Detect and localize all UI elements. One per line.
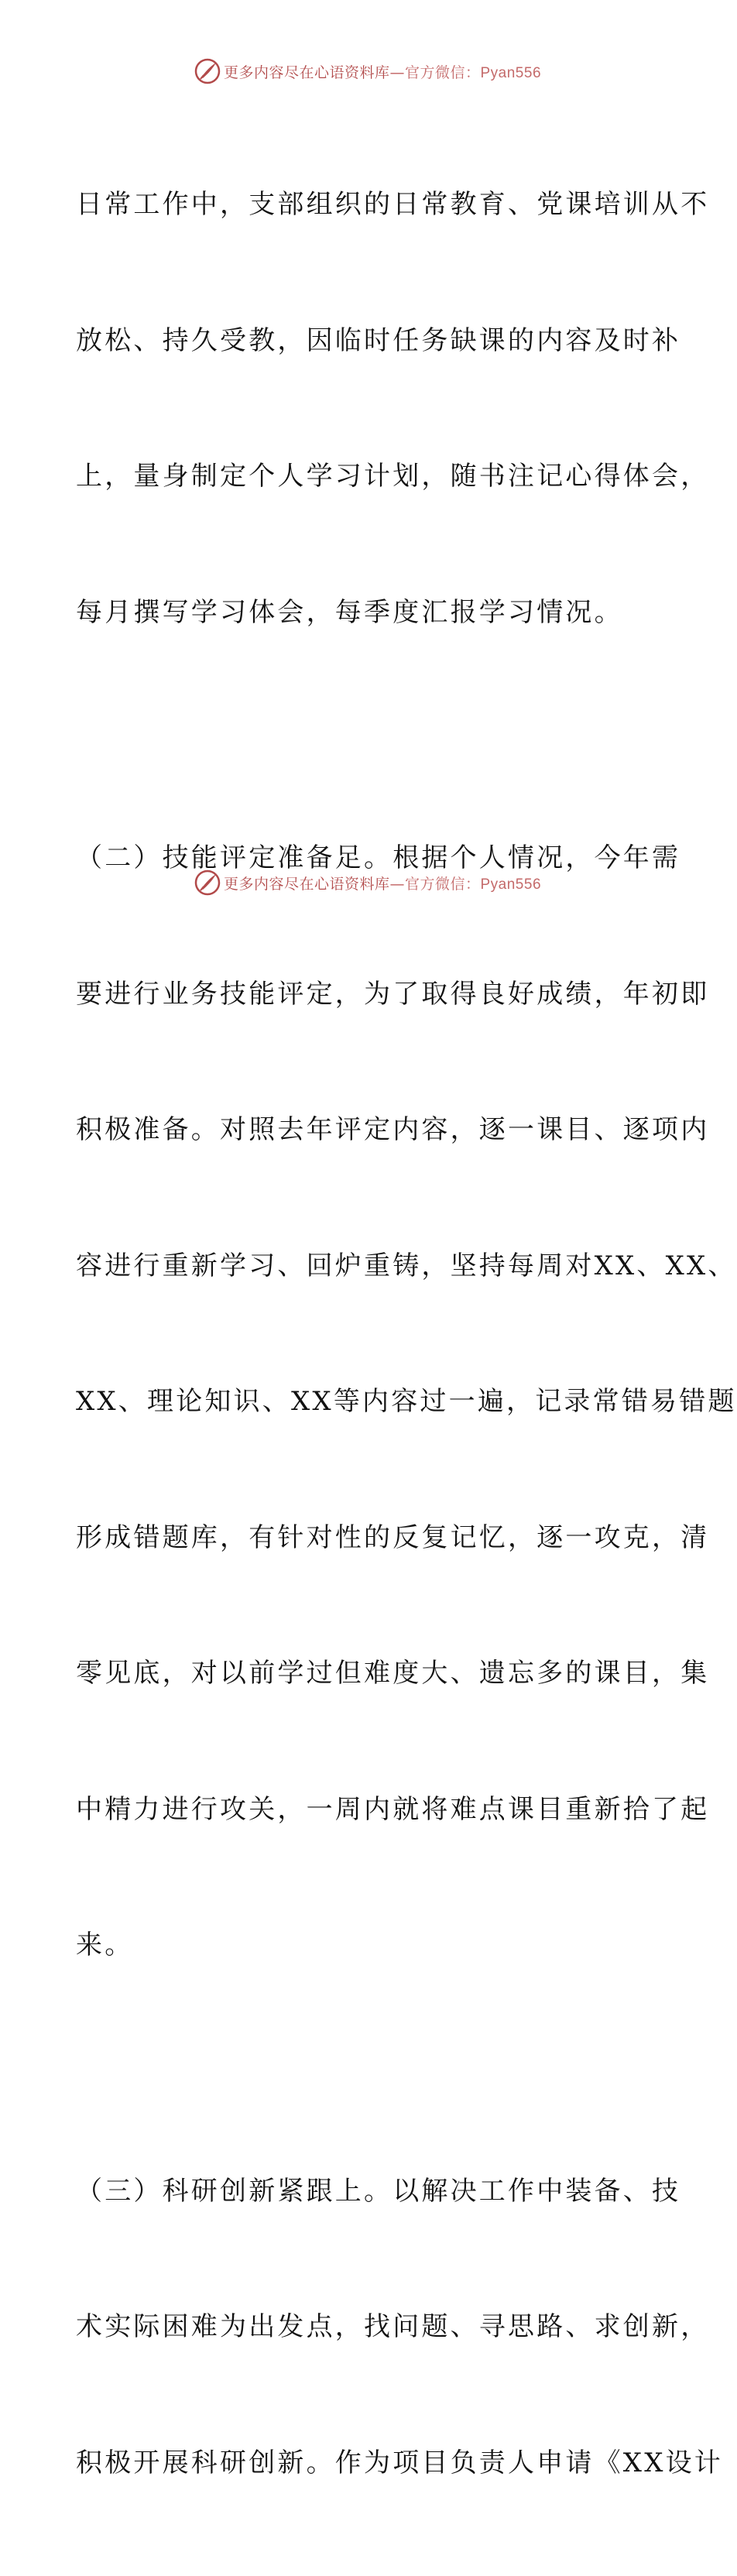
watermark-site-text: 更多内容尽在心语资料库 [224,64,390,81]
watermark-text [224,61,541,82]
watermark-wechat-label: 官方微信： [405,876,481,893]
text-line: 容进行重新学习、回炉重铸，坚持每周对XX、XX、 [76,1243,664,1289]
text-line: 来。 [76,1923,664,1968]
paragraph-gap [76,725,664,745]
text-line: 要进行业务技能评定，为了取得良好成绩，年初即 [76,972,664,1017]
text-line: （三）科研创新紧跟上。以解决工作中装备、技 [76,2169,664,2214]
paragraph-2 [76,745,664,2059]
text-line: 积极开展科研创新。作为项目负责人申请《XX设计 [76,2441,664,2486]
text-line: 零见底，对以前学过但难度大、遗忘多的课目，集 [76,1651,664,1696]
watermark-banner-top [0,56,735,87]
text-line: 术实际困难为出发点，找问题、寻思路、求创新， [76,2304,664,2350]
watermark-banner-bottom [0,867,735,898]
watermark-dash: — [389,64,405,81]
text-line: 中精力进行攻关，一周内就将难点课目重新拾了起 [76,1787,664,1833]
quill-pen-logo-icon [194,870,221,896]
paragraph-gap [76,2059,664,2078]
text-line: 日常工作中，支部组织的日常教育、党课培训从不 [76,182,664,228]
watermark-wechat-id: Pyan556 [481,65,542,81]
text-line: XX、理论知识、XX等内容过一遍，记录常错易错题 [76,1379,664,1425]
paragraph-1 [76,91,664,725]
watermark-site-text: 更多内容尽在心语资料库 [224,876,390,893]
watermark-dash: — [389,876,405,893]
text-line: 形成错题库，有针对性的反复记忆，逐一攻克，清 [76,1515,664,1561]
watermark-text [224,873,541,894]
text-line: 上，量身制定个人学习计划，随书注记心得体会， [76,454,664,499]
watermark-wechat-label: 官方微信： [405,64,481,81]
text-line: 积极准备。对照去年评定内容，逐一课目、逐项内 [76,1107,664,1153]
text-line: （二）技能评定准备足。根据个人情况，今年需 [76,835,664,881]
document-body [76,91,664,2576]
watermark-wechat-id: Pyan556 [481,876,542,893]
quill-pen-logo-icon [194,58,221,84]
paragraph-3 [76,2078,664,2576]
text-line: 放松、持久受教，因临时任务缺课的内容及时补 [76,318,664,364]
text-line: 每月撰写学习体会，每季度汇报学习情况。 [76,590,664,636]
